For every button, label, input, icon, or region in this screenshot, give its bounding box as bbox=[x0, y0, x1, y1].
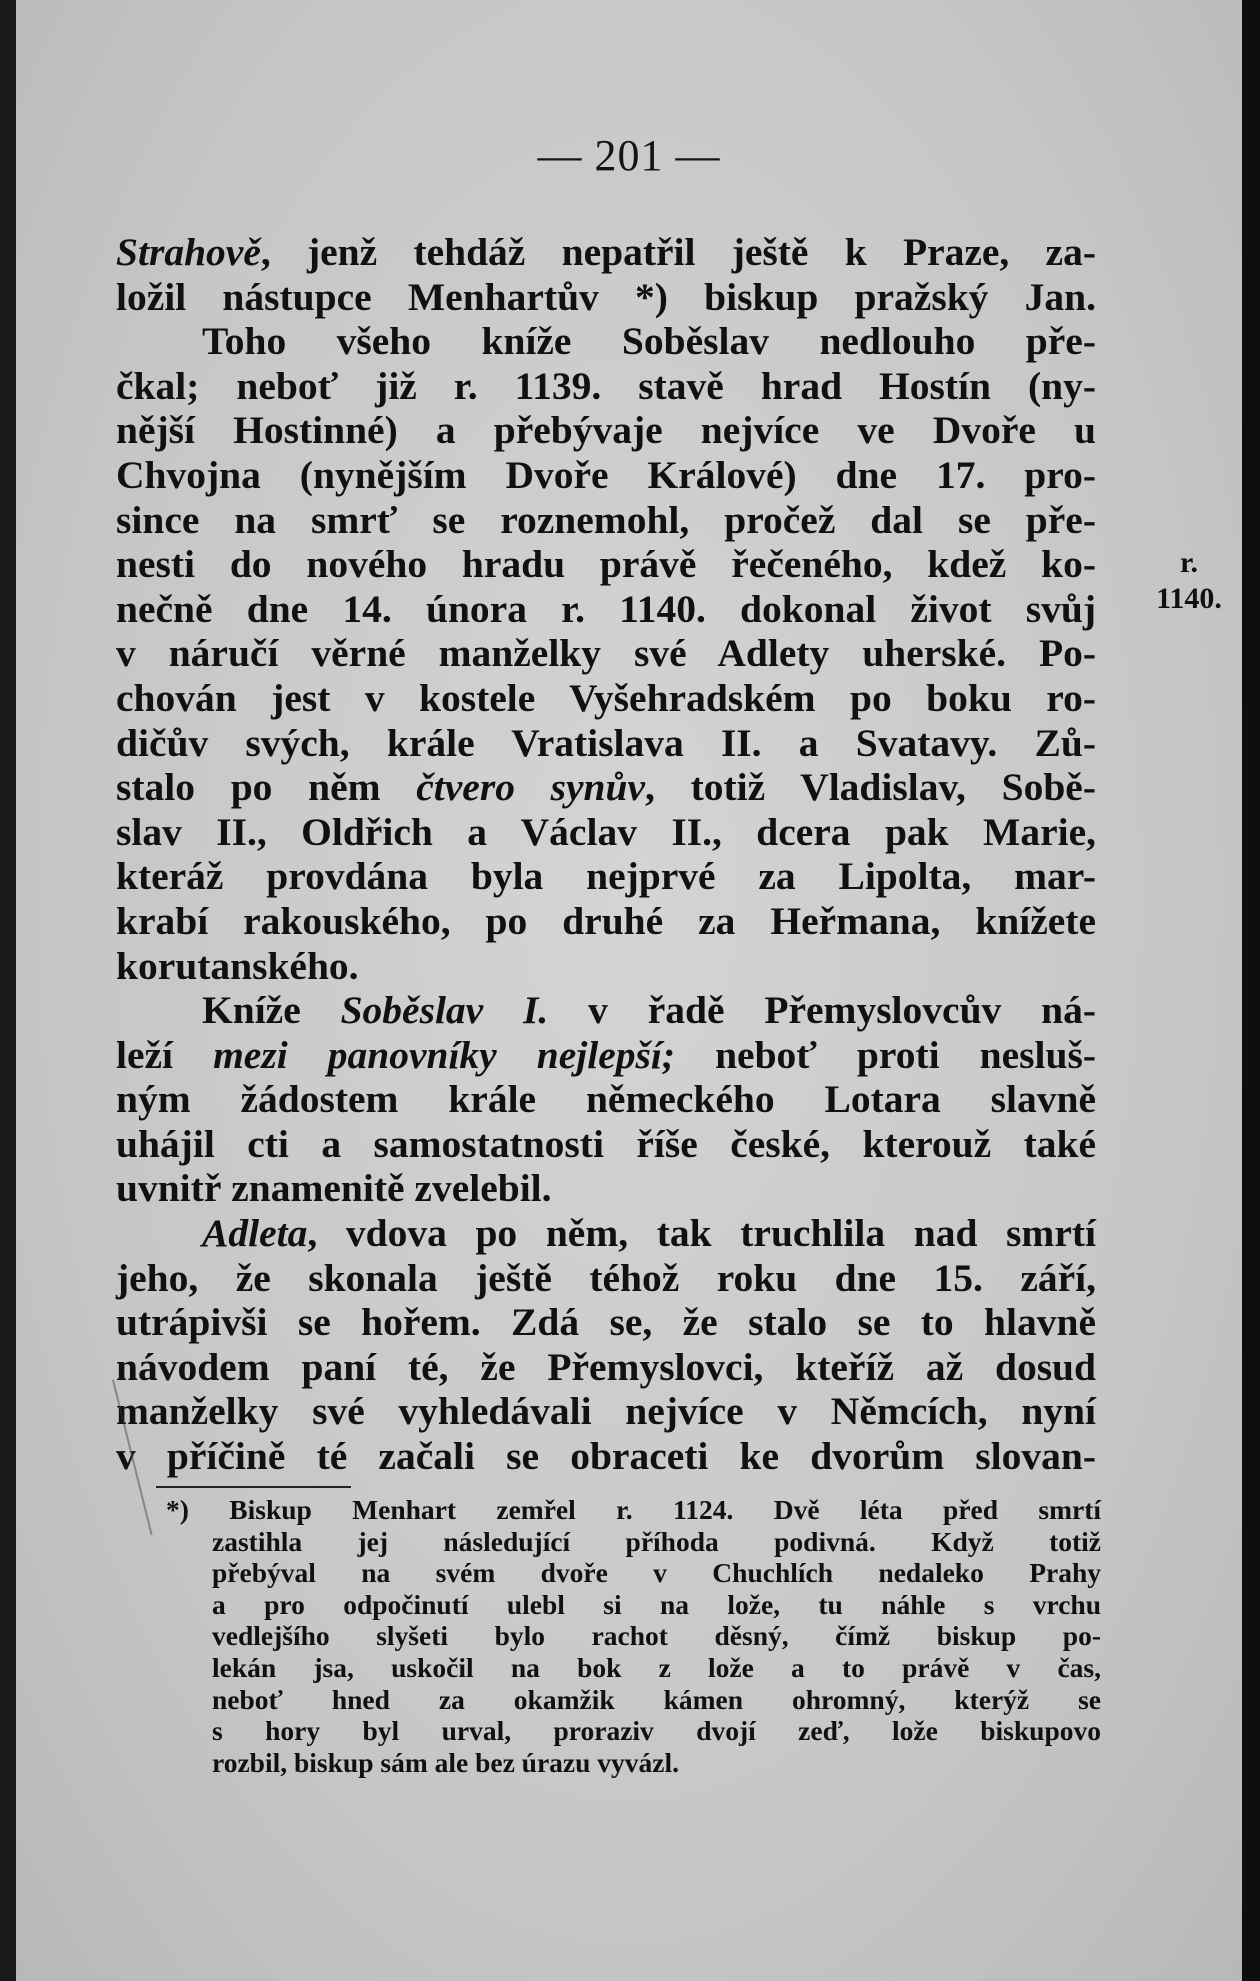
text-run: dičův svých, krále Vratislava II. a Svatavy. Zů- bbox=[116, 720, 1096, 765]
footnote-line: neboť hned za okamžik kámen ohromný, kterýž se bbox=[212, 1683, 1101, 1715]
text-line bbox=[116, 498, 1096, 543]
text-run: jeho, že skonala ještě téhož roku dne 15. září, bbox=[116, 1255, 1096, 1300]
text-line bbox=[116, 275, 1096, 320]
text-run: , jenž tehdáž nepatřil ještě k Praze, za- bbox=[260, 230, 1096, 274]
text-run: čkal; neboť již r. 1139. stavě hrad Hostín (ny- bbox=[116, 363, 1096, 408]
text-run: nesti do nového hradu právě řečeného, kdež ko- bbox=[116, 542, 1096, 587]
italic-run: Strahově bbox=[116, 230, 261, 274]
text-run: korutanského. bbox=[116, 943, 359, 988]
text-line bbox=[116, 944, 1096, 989]
text-run: krabí rakouského, po druhé za Heřmana, knížete bbox=[116, 898, 1096, 943]
book-page bbox=[16, 0, 1242, 1981]
text-line bbox=[116, 408, 1096, 453]
text-run: uhájil cti a samostatnosti říše české, kterouž také bbox=[116, 1121, 1096, 1166]
footnote-line: rozbil, biskup sám ale bez úrazu vyvázl. bbox=[212, 1746, 680, 1778]
text-run: kteráž provdána byla nejprvé za Lipolta, mar- bbox=[116, 854, 1096, 899]
text-line bbox=[116, 364, 1096, 409]
text-run: v náručí věrné manželky své Adlety uherské. Po- bbox=[116, 631, 1096, 676]
text-line bbox=[116, 1166, 1096, 1211]
text-run: neboť proti nesluš- bbox=[675, 1032, 1096, 1077]
text-run: v příčině té začali se obraceti ke dvorům slovan- bbox=[116, 1434, 1096, 1479]
footnote-line: přebýval na svém dvoře v Chuchlích nedaleko Prahy bbox=[212, 1557, 1101, 1589]
text-line bbox=[116, 587, 1096, 632]
footnote-line: zastihla jej následující příhoda podivná. Když totiž bbox=[212, 1525, 1101, 1557]
italic-run: čtvero synův bbox=[416, 765, 646, 810]
footnote-line: *) Biskup Menhart zemřel r. 1124. Dvě léta před smrtí bbox=[166, 1494, 1101, 1525]
text-line bbox=[116, 1211, 1096, 1256]
footnote-line: lekán jsa, uskočil na bok z lože a to právě v čas, bbox=[212, 1651, 1101, 1683]
text-run: návodem paní té, že Přemyslovci, kteříž až dosud bbox=[116, 1344, 1096, 1389]
text-line bbox=[116, 854, 1096, 899]
text-line bbox=[116, 1389, 1096, 1434]
text-line bbox=[116, 1345, 1096, 1390]
footnote-line: s hory byl urval, proraziv dvojí zeď, lože biskupovo bbox=[212, 1715, 1101, 1747]
text-run: leží bbox=[116, 1032, 214, 1077]
text-line bbox=[116, 676, 1096, 721]
text-run: v řadě Přemyslovcův ná- bbox=[548, 988, 1096, 1033]
text-run: stalo po něm bbox=[116, 765, 417, 810]
text-run: chován jest v kostele Vyšehradském po boku ro- bbox=[116, 675, 1096, 720]
text-run: ným žádostem krále německého Lotara slavně bbox=[116, 1077, 1096, 1122]
text-line bbox=[116, 319, 1096, 364]
text-line bbox=[116, 1256, 1096, 1301]
text-line bbox=[116, 542, 1096, 587]
text-run: nečně dne 14. února r. 1140. dokonal život svůj bbox=[116, 586, 1096, 631]
text-line bbox=[116, 1300, 1096, 1345]
footnote-rule bbox=[156, 1486, 351, 1488]
text-line bbox=[116, 1077, 1096, 1122]
footnote-line: vedlejšího slyšeti bylo rachot děsný, čímž biskup po- bbox=[212, 1620, 1101, 1652]
text-run: manželky své vyhledávali nejvíce v Němcích, nyní bbox=[116, 1389, 1096, 1434]
text-line bbox=[116, 765, 1096, 810]
margin-note-year bbox=[1134, 545, 1242, 617]
text-line bbox=[116, 453, 1096, 498]
text-run: ložil nástupce Menhartův *) biskup pražský Jan. bbox=[116, 274, 1096, 319]
footnote bbox=[166, 1494, 1101, 1778]
text-line bbox=[116, 988, 1096, 1033]
page-number: — 201 — bbox=[537, 131, 721, 180]
footnote-line: a pro odpočinutí ulebl si na lože, tu náhle s vrchu bbox=[212, 1588, 1101, 1620]
text-run: slav II., Oldřich a Václav II., dcera pak Marie, bbox=[116, 809, 1096, 854]
scan-edge bbox=[1242, 0, 1260, 1981]
text-run: uvnitř znamenitě zvelebil. bbox=[116, 1166, 552, 1211]
text-line bbox=[116, 899, 1096, 944]
text-line bbox=[116, 810, 1096, 855]
text-run: Kníže bbox=[202, 988, 341, 1033]
text-line bbox=[116, 721, 1096, 766]
text-run: Chvojna (nynějším Dvoře Králové) dne 17. pro- bbox=[116, 452, 1096, 497]
text-run: , vdova po něm, tak truchlila nad smrtí bbox=[307, 1211, 1096, 1256]
text-line bbox=[116, 631, 1096, 676]
italic-run: Adleta bbox=[202, 1211, 308, 1256]
text-run: nější Hostinné) a přebývaje nejvíce ve Dvoře u bbox=[116, 408, 1096, 453]
text-run: , totiž Vladislav, Sobě- bbox=[645, 765, 1096, 810]
italic-run: Soběslav I. bbox=[340, 988, 549, 1033]
text-run: Toho všeho kníže Soběslav nedlouho pře- bbox=[202, 319, 1096, 364]
main-text bbox=[116, 230, 1096, 1479]
margin-note-line: r. bbox=[1179, 546, 1199, 579]
text-line bbox=[116, 1434, 1096, 1479]
italic-run: mezi panovníky nejlepší; bbox=[213, 1032, 676, 1077]
text-run: since na smrť se roznemohl, pročež dal se pře- bbox=[116, 497, 1096, 542]
text-line bbox=[116, 230, 1096, 275]
text-line bbox=[116, 1122, 1096, 1167]
text-line bbox=[116, 1033, 1096, 1078]
margin-note-line: 1140. bbox=[1156, 582, 1222, 615]
text-run: utrápivši se hořem. Zdá se, že stalo se to hlavně bbox=[116, 1300, 1096, 1345]
